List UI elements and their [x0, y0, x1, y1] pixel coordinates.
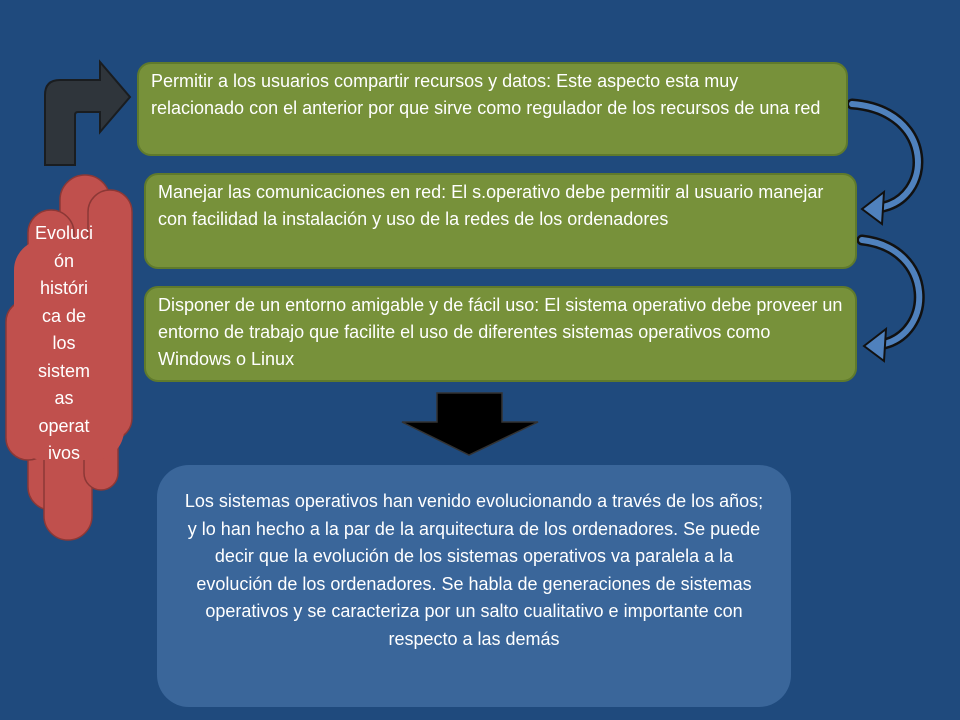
side-label-line: ca de: [41, 305, 87, 326]
side-label-line: sistem: [37, 360, 90, 381]
side-label-line: históri: [39, 278, 88, 298]
side-label-line: ivos: [47, 443, 80, 463]
side-label-line: Evoluci: [34, 223, 94, 243]
down-arrow-icon: [402, 393, 538, 455]
bent-up-arrow-icon: [45, 62, 130, 165]
side-label: [24, 220, 104, 468]
feature-box-share-resources: Permitir a los usuarios compartir recursos y datos: Este aspecto esta muy relacionado con el anterior por que sirve como regulador de los recursos de una red: [137, 62, 848, 156]
curved-down-arrow-icon: [862, 240, 919, 361]
feature-box-friendly-environment: Disponer de un entorno amigable y de fácil uso: El sistema operativo debe proveer un entorno de trabajo que facilite el uso de diferentes sistemas operativos como Windows o Linux: [144, 286, 857, 382]
side-label-line: as: [54, 388, 74, 408]
curved-down-arrow-icon: [852, 104, 918, 224]
summary-box: Los sistemas operativos han venido evolucionando a través de los años; y lo han hecho a la par de la arquitectura de los ordenadores. Se puede decir que la evolución de los sistemas operativos va paralela a la evolución de los ordenadores. Se habla de generaciones de sistemas operativos y se caracteriza por un salto cualitativo e importante con respecto a las demás: [157, 465, 791, 707]
side-label-line: ón: [53, 250, 75, 271]
side-label-line: los: [52, 333, 76, 353]
feature-box-network-communications: Manejar las comunicaciones en red: El s.operativo debe permitir al usuario manejar con facilidad la instalación y uso de la redes de los ordenadores: [144, 173, 857, 269]
side-label-line: operat: [38, 415, 90, 436]
